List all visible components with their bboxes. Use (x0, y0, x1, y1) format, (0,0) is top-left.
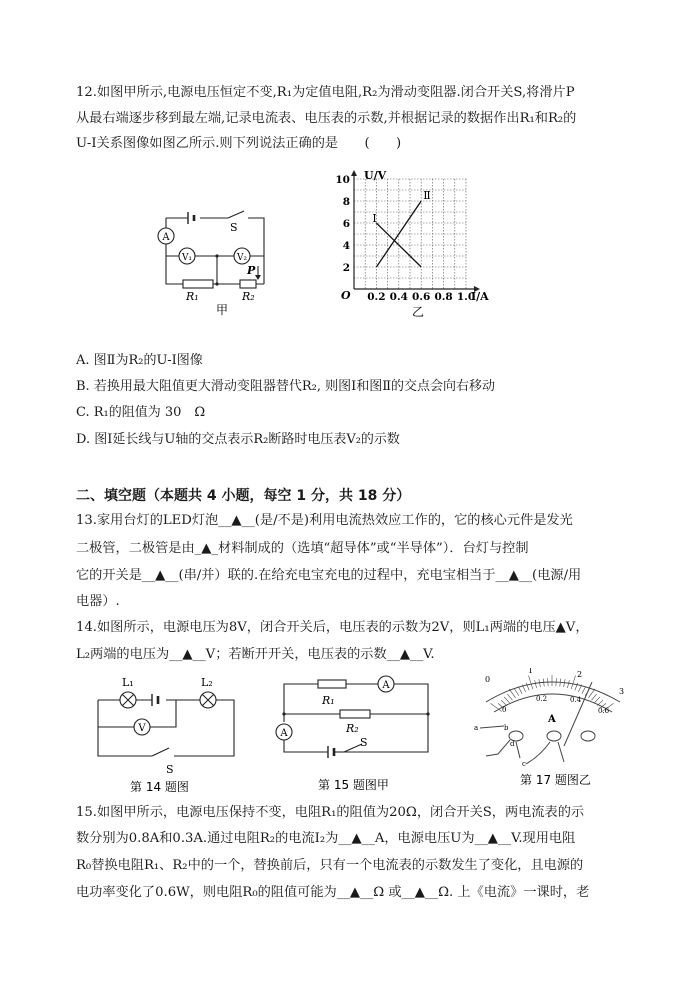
fig15-s: S (360, 736, 368, 749)
circuit-diagram-jia (150, 200, 280, 320)
fig14-v: V (138, 723, 146, 734)
dial-tick (518, 687, 522, 694)
x-axis-label: I/A (471, 290, 489, 303)
q15-line-2: 数分别为0.8A和0.3A.通过电阻R₂的电流I₂为__▲__A，电源电压U为__▲__V.现用电阻 (76, 831, 576, 846)
switch-label: S (230, 221, 238, 234)
q12-line-3: U-I关系图像如图乙所示.则下列说法正确的是 ( ) (76, 136, 402, 151)
x-tick-label: 1.0 (456, 291, 476, 303)
section-heading: 二、填空题（本题共 4 小题，每空 1 分，共 18 分） (76, 488, 411, 504)
ammeter-label: A (162, 232, 170, 243)
q12-option-b: B. 若换用最大阻值更大滑动变阻器替代R₂, 则图Ⅰ和图Ⅱ的交点会向右移动 (76, 379, 496, 394)
figure-17-ammeter (464, 668, 634, 793)
dial-tick (514, 689, 518, 696)
series-label-2: Ⅱ (423, 189, 431, 202)
series-label-1: Ⅰ (372, 212, 377, 225)
dial-unit: A (548, 714, 556, 725)
r1-label: R₁ (186, 290, 199, 303)
q13-line-3: 它的开关是__▲__(串/并）联的.在给充电宝充电的过程中，充电宝相当于__▲__(电源/用 (76, 568, 582, 583)
q13-line-4: 电器）. (76, 594, 120, 609)
dial-tick (571, 676, 575, 689)
dial-tick (567, 680, 569, 688)
q13-line-1: 13.家用台灯的LED灯泡__▲__(是/不是)利用电流热效应工作的，它的核心元件是发光 (76, 513, 573, 528)
r2-label: R₂ (242, 290, 255, 303)
dial-bottom-1: 0.2 (536, 695, 548, 703)
dial-top-3: 3 (619, 687, 625, 696)
origin-label: O (341, 289, 351, 302)
y-tick-label: 8 (342, 196, 350, 208)
fig15-a2: A (280, 728, 288, 739)
dial-tick (509, 689, 515, 698)
fig15-a1: A (382, 680, 390, 691)
slider-label: P (247, 264, 256, 277)
fig14-caption: 第 14 题图 (130, 780, 189, 794)
x-tick-label: 0.2 (367, 291, 386, 303)
terminal-a: a (474, 724, 479, 732)
x-tick-label: 0.4 (389, 291, 408, 303)
fig14-s: S (166, 763, 174, 776)
figure-14-circuit (94, 670, 244, 798)
dial-tick (588, 689, 594, 698)
dial-tick (582, 687, 586, 694)
fig17-caption: 第 17 题图乙 (520, 773, 591, 787)
y-axis-label: U/V (364, 169, 387, 182)
fig15-r2: R₂ (346, 722, 359, 735)
circuit-caption-jia: 甲 (216, 303, 229, 317)
fig15-r1: R₁ (322, 694, 335, 707)
dial-top-1: 1 (528, 668, 534, 675)
dial-tick (592, 694, 597, 700)
dial-tick (556, 678, 557, 686)
dial-bottom-0: 0 (502, 706, 507, 714)
q12-option-a: A. 图Ⅱ为R₂的U-I图像 (76, 353, 203, 368)
chart-grid (354, 179, 466, 289)
dial-tick (507, 694, 512, 700)
dial-tick (501, 700, 507, 705)
terminal-c: c (522, 760, 526, 768)
v2-label: V₂ (236, 253, 248, 263)
q15-line-3: R₀替换电阻R₁、R₂中的一个，替换前后，只有一个电流表的示数发生了变化，且电源的 (76, 858, 584, 873)
dial-tick (594, 697, 599, 703)
dial-tick (504, 697, 509, 703)
x-tick-label: 0.8 (434, 291, 453, 303)
dial-bottom-2: 0.4 (570, 696, 582, 704)
y-tick-label: 2 (342, 262, 350, 274)
q12-line-2: 从最右端逐步移到最左端,记录电流表、电压表的示数,并根据记录的数据作出R₁和R₂的 (76, 111, 577, 126)
q12-option-d: D. 图Ⅰ延长线与U轴的交点表示R₂断路时电压表V₂的示数 (76, 432, 400, 447)
q13-line-2: 二极管，二极管是由_▲_材料制成的（选填“超导体”或“半导体”）．台灯与控制 (76, 541, 529, 556)
dial-top-2: 2 (577, 670, 583, 679)
terminal-d: d (510, 740, 515, 748)
chart-caption: 乙 (412, 305, 425, 319)
terminal-b: b (504, 724, 509, 732)
figure-15-circuit (270, 668, 440, 798)
q15-line-4: 电功率变化了0.6W，则电阻R₀的阻值可能为__▲__Ω 或__▲__Ω. 上《电流》一课时，老 (76, 885, 590, 900)
fig14-l1: L₁ (122, 676, 134, 689)
q14-line-1: 14.如图所示，电源电压为8V，闭合开关后，电压表的示数为2V，则L₁两端的电压▲V， (76, 620, 589, 635)
y-tick-label: 6 (342, 218, 350, 230)
ui-graph-yi (334, 168, 494, 320)
fig15-caption: 第 15 题图甲 (318, 778, 389, 792)
dial-tick (597, 700, 603, 705)
fig14-l2: L₂ (201, 676, 213, 689)
y-tick-label: 10 (335, 174, 350, 186)
y-axis-arrow (351, 170, 357, 176)
dial-top-0: 0 (485, 675, 491, 684)
q12-line-1: 12.如图甲所示,电源电压恒定不变,R₁为定值电阻,R₂为滑动变阻器.闭合开关S,将滑片P (76, 85, 575, 100)
q12-option-c: C. R₁的阻值为 30 Ω (76, 405, 206, 420)
dial-tick (535, 680, 537, 688)
x-tick-label: 0.6 (412, 291, 431, 303)
dial-bottom-3: 0.6 (598, 707, 610, 715)
q14-line-2: L₂两端的电压为__▲__V；若断开开关，电压表的示数__▲__V. (76, 647, 435, 662)
dial-tick (529, 676, 533, 689)
y-tick-label: 4 (342, 240, 350, 252)
dial-tick (548, 678, 549, 686)
q15-line-1: 15.如图甲所示，电源电压保持不变，电阻R₁的阻值为20Ω，闭合开关S，两电流表的示 (76, 805, 585, 820)
chart-axes (354, 174, 474, 289)
v1-label: V₁ (181, 253, 193, 263)
